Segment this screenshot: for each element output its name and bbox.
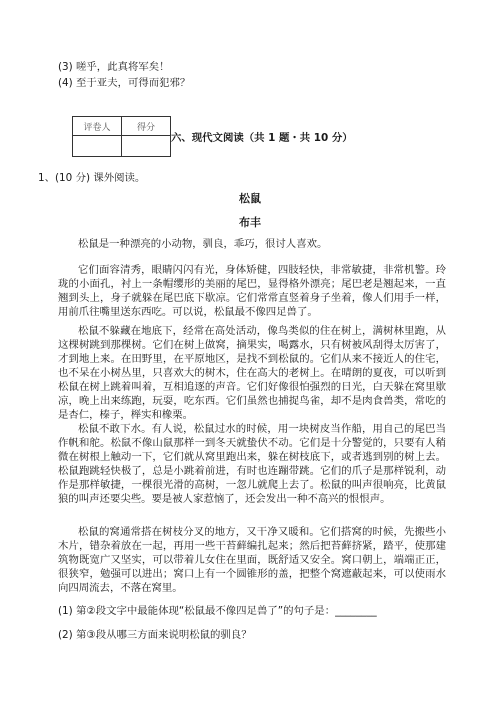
question-intro: 1、(10 分) 课外阅读。 <box>38 172 146 184</box>
paragraph-text: 它们面容清秀，眼睛闪闪有光，身体矫健，四肢轻快，非常敏捷，非常机警。玲珑的小面孔，衬上一条帽缨形的美丽的尾巴，显得格外漂亮；尾巴老是翘起来，一直翘到头上，身子就躲在尾巴底下歇凉。它们常常直竖着身子坐着，像人们用手一样，用前爪往嘴里送东西吃。可以说，松鼠最不像四足兽了。 <box>58 264 446 318</box>
question-1: (1) 第②段文字中最能体现“松鼠最不像四足兽了”的句子是：________ <box>58 605 377 617</box>
question-2: (2) 第③段从哪三方面来说明松鼠的驯良？ <box>58 629 252 641</box>
article-paragraph-1 <box>58 237 446 251</box>
article-paragraph-3 <box>58 324 446 422</box>
paragraph-text: 松鼠的窝通常搭在树枝分叉的地方，又干净又暖和。它们搭窝的时候，先搬些小木片，错杂着放在一起，再用一些干苔藓编扎起来；然后把苔藓挤紧，踏平，使那建筑物既宽广又坚实，可以带着儿女住在里面，既舒适又安全。窝口朝上，端端正正，很狭窄，勉强可以进出；窝口上有一个圆锥形的盖，把整个窝遮蔽起来，可以使雨水向四周流去，不落在窝里。 <box>58 526 446 594</box>
article-paragraph-5 <box>58 525 446 595</box>
paragraph-text: 松鼠不敢下水。有人说，松鼠过水的时候，用一块树皮当作船，用自己的尾巴当作帆和舵。松鼠不像山鼠那样一到冬天就蛰伏不动。它们是十分警觉的，只要有人稍微在树根上触动一下，它们就从窝里跑出来，躲在树枝底下，或者逃到别的树上去。松鼠跑跳轻快极了，总是小跳着前进，有时也连蹦带跳。它们的爪子是那样锐利，动作是那样敏捷，一棵很光滑的高树，一忽儿就爬上去了。松鼠的叫声很响亮，比黄鼠狼的叫声还要尖些。要是被人家惹恼了，还会发出一种不高兴的恨恨声。 <box>58 423 446 505</box>
score-table-cell-score <box>122 136 171 157</box>
article-paragraph-2 <box>58 263 446 319</box>
section-title: 六、现代文阅读（共 1 题・共 10 分） <box>171 132 353 144</box>
score-table <box>72 116 171 157</box>
score-table-header-score: 得分 <box>122 117 171 136</box>
translation-item-4: (4) 至于亚夫，可得而犯邪？ <box>58 77 191 89</box>
article-author: 布丰 <box>239 216 261 229</box>
score-table-cell-grader <box>73 136 122 157</box>
paragraph-text: 松鼠不躲藏在地底下，经常在高处活动，像鸟类似的住在树上，满树林里跑，从这棵树跳到那棵树。它们在树上做窝，摘果实，喝露水，只有树被风刮得太厉害了，才到地上来。在田野里，在平原地区，是找不到松鼠的。它们从来不接近人的住宅，也不呆在小树丛里，只喜欢大的树木，住在高大的老树上。在晴朗的夏夜，可以听到松鼠在树上跳着叫着，互相追逐的声音。它们好像很怕强烈的日光，白天躲在窝里歇凉，晚上出来练跑，玩耍，吃东西。它们虽然也捕捉鸟雀，却不是肉食兽类，常吃的是杏仁，榛子，榉实和橡栗。 <box>58 325 446 421</box>
translation-item-3: (3) 嗟乎，此真将军矣！ <box>58 61 170 73</box>
paragraph-text: 松鼠是一种漂亮的小动物，驯良，乖巧，很讨人喜欢。 <box>78 238 328 250</box>
score-table-header-grader: 评卷人 <box>73 117 122 136</box>
article-paragraph-4 <box>58 422 446 506</box>
article-title: 松鼠 <box>239 192 261 205</box>
